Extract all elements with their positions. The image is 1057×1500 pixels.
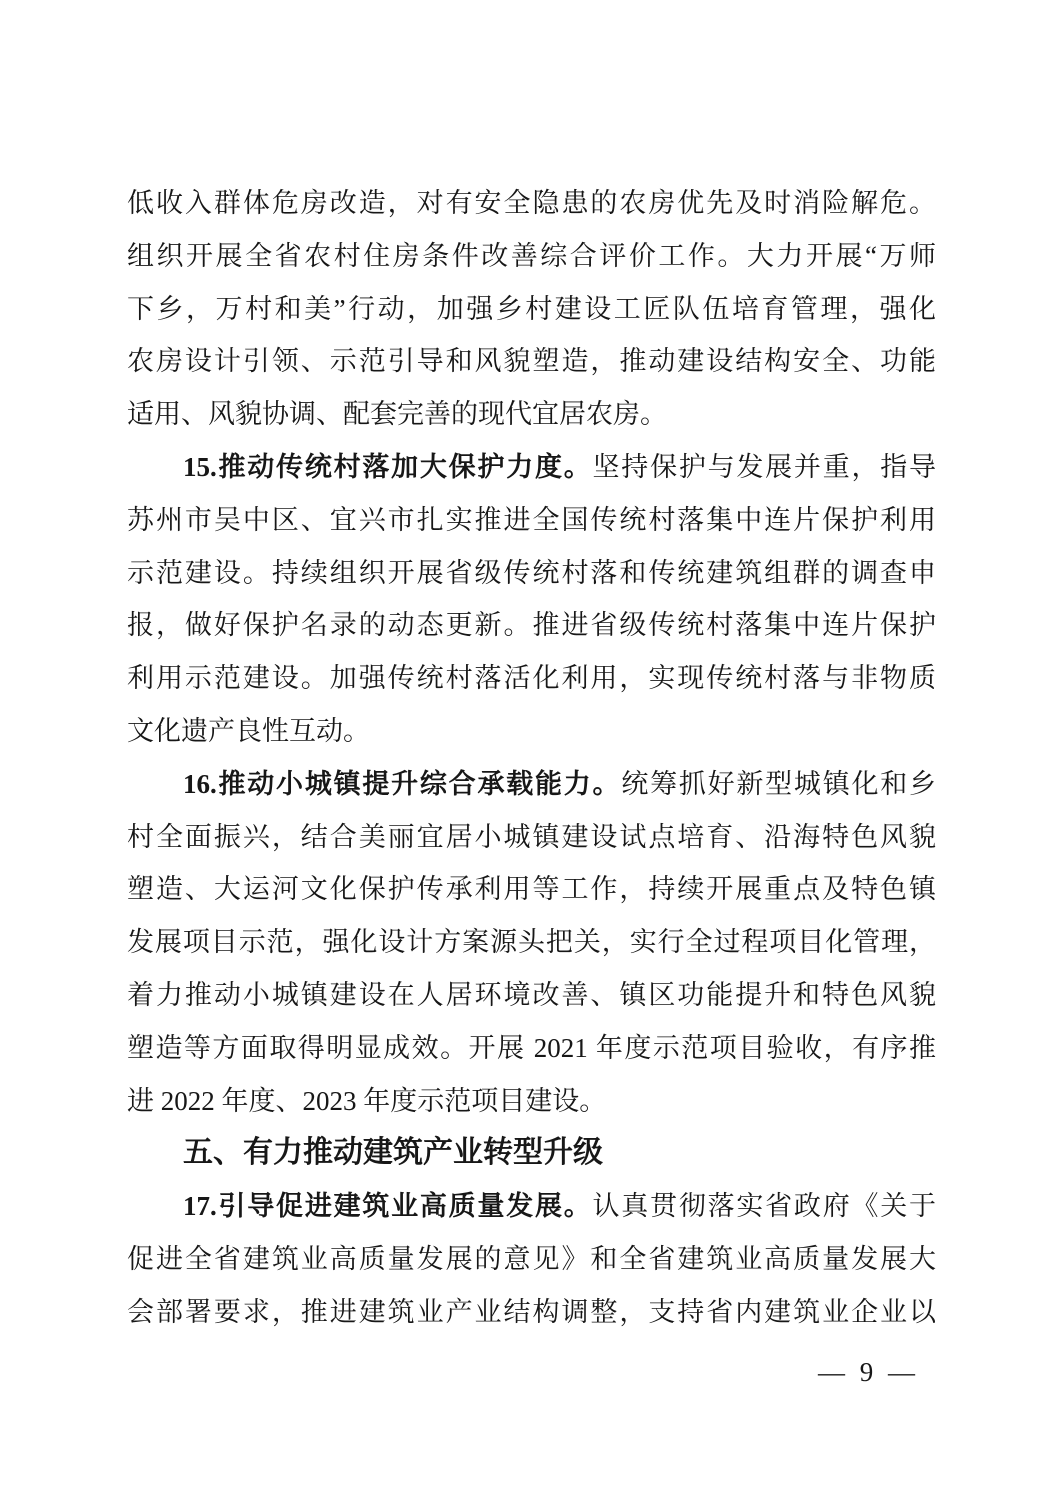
body-text: 低收入群体危房改造，对有安全隐患的农房优先及时消险解危。: [127, 188, 936, 218]
body-text: 进 2022 年度、2023 年度示范项目建设。: [127, 1085, 607, 1116]
page-number: — 9 —: [818, 1357, 919, 1387]
paragraph-16-line: [127, 863, 936, 916]
body-text: 利用示范建设。加强传统村落活化利用，实现传统村落与非物质: [127, 663, 936, 694]
body-text: 着力推动小城镇建设在人居环境改善、镇区功能提升和特色风貌: [127, 979, 936, 1010]
paragraph-14-line: [127, 177, 936, 230]
paragraph-16-line: [127, 1022, 936, 1075]
item-17-lead-line: [127, 1180, 936, 1233]
body-text: 塑造等方面取得明显成效。开展 2021 年度示范项目验收，有序推: [127, 1032, 936, 1063]
body-text: 文化遗产良性互动。: [127, 715, 370, 746]
paragraph-16-line: [127, 916, 936, 969]
body-text: 坚持保护与发展并重，指导: [592, 451, 936, 482]
paragraph-17-line: [127, 1286, 936, 1339]
item-16-lead-line: [127, 758, 936, 811]
body-text: 村全面振兴，结合美丽宜居小城镇建设试点培育、沿海特色风貌: [127, 821, 936, 852]
paragraph-14-line: [127, 283, 936, 336]
body-text: 农房设计引领、示范引导和风貌塑造，推动建设结构安全、功能: [127, 346, 936, 377]
paragraph-14-line: [127, 335, 936, 388]
paragraph-16-line: [127, 811, 936, 864]
paragraph-14-line: [127, 230, 936, 283]
paragraph-15-line: [127, 494, 936, 547]
body-text: 苏州市吴中区、宜兴市扎实推进全国传统村落集中连片保护利用: [127, 504, 936, 535]
paragraph-16-line: [127, 1075, 936, 1128]
section-5-heading: [127, 1127, 936, 1180]
body-text: 发展项目示范，强化设计方案源头把关，实行全过程项目化管理，: [127, 927, 936, 958]
item-17-title: 17.引导促进建筑业高质量发展。: [183, 1191, 593, 1222]
section-heading-text: 五、有力推动建筑产业转型升级: [183, 1136, 603, 1170]
item-16-title: 16.推动小城镇提升综合承载能力。: [183, 768, 622, 799]
body-text: 示范建设。持续组织开展省级传统村落和传统建筑组群的调查申: [127, 557, 936, 588]
body-text: 塑造、大运河文化保护传承利用等工作，持续开展重点及特色镇: [127, 874, 936, 905]
paragraph-14-line: [127, 388, 936, 441]
item-15-title: 15.推动传统村落加大保护力度。: [183, 451, 593, 482]
paragraph-15-line: [127, 705, 936, 758]
paragraph-17-line: [127, 1233, 936, 1286]
body-text: 下乡，万村和美”行动，加强乡村建设工匠队伍培育管理，强化: [127, 293, 936, 324]
item-15-lead-line: [127, 441, 936, 494]
paragraph-15-line: [127, 652, 936, 705]
body-text: 会部署要求，推进建筑业产业结构调整，支持省内建筑业企业以: [127, 1296, 936, 1327]
body-text: 报，做好保护名录的动态更新。推进省级传统村落集中连片保护: [127, 610, 936, 641]
paragraph-15-line: [127, 599, 936, 652]
paragraph-15-line: [127, 547, 936, 600]
body-text: 组织开展全省农村住房条件改善综合评价工作。大力开展“万师: [127, 240, 936, 271]
text-block: [127, 177, 936, 1339]
body-text: 认真贯彻落实省政府《关于: [592, 1191, 936, 1222]
body-text: 促进全省建筑业高质量发展的意见》和全省建筑业高质量发展大: [127, 1243, 936, 1274]
paragraph-16-line: [127, 969, 936, 1022]
body-text: 适用、风貌协调、配套完善的现代宜居农房。: [127, 399, 667, 430]
body-text: 统筹抓好新型城镇化和乡: [621, 768, 936, 799]
